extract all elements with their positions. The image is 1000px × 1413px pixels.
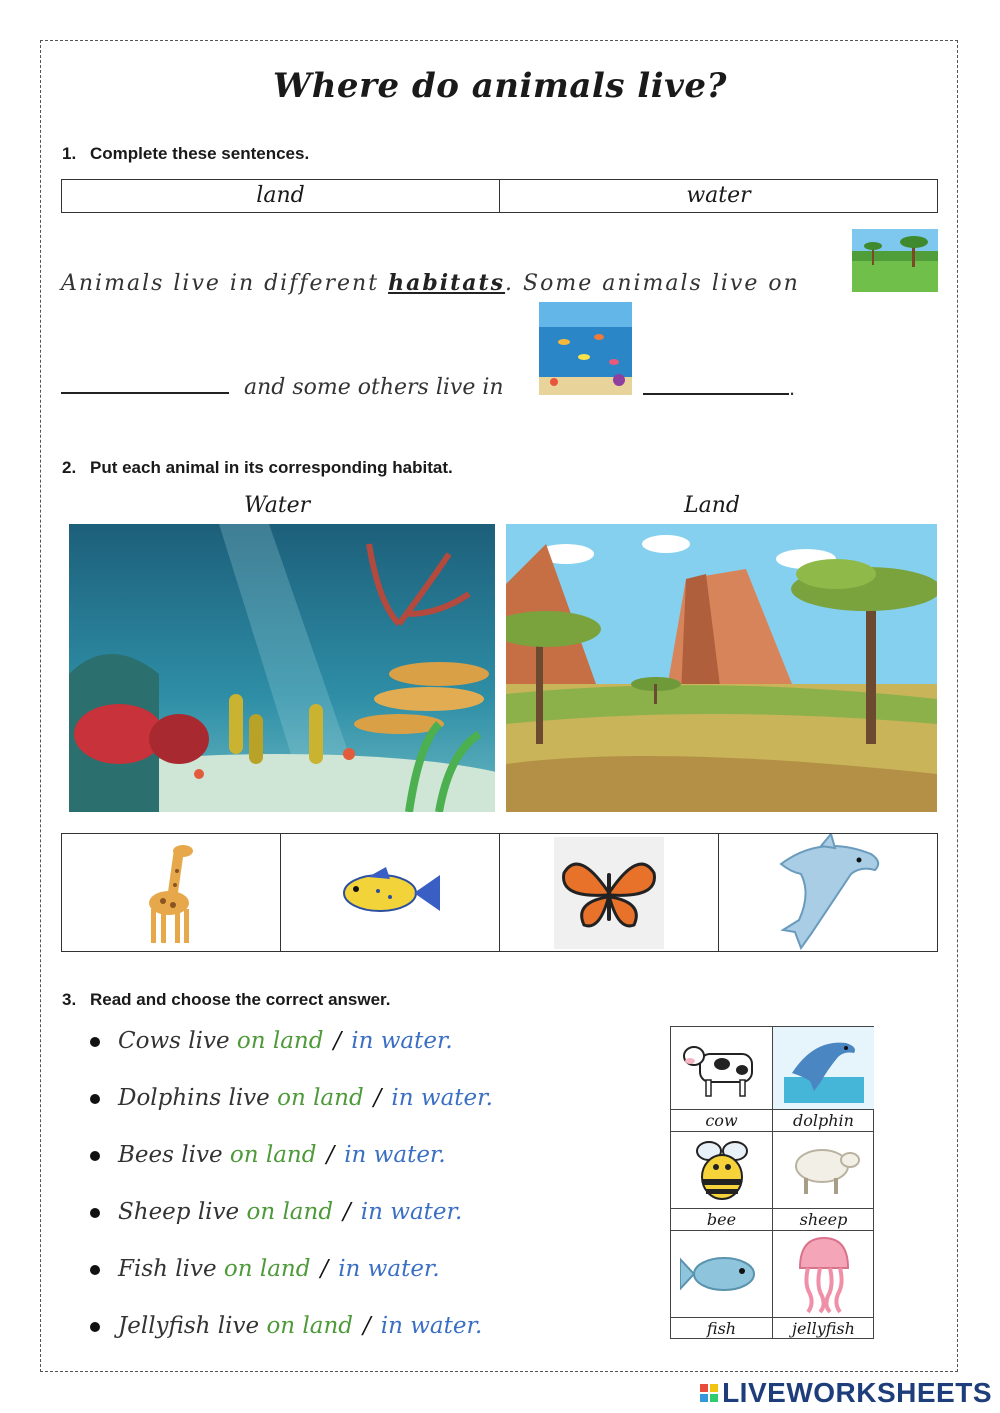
dolphin-icon <box>784 1033 864 1103</box>
period: . <box>789 375 796 400</box>
choice-row-fish <box>90 1256 440 1282</box>
option-in-water[interactable]: in water. <box>351 1028 453 1054</box>
option-on-land[interactable]: on land <box>246 1199 334 1225</box>
cow-picture <box>671 1027 772 1109</box>
bullet <box>90 1151 100 1161</box>
option-on-land[interactable]: on land <box>223 1256 311 1282</box>
dolphin-label: dolphin <box>773 1109 874 1132</box>
butterfly-icon <box>559 853 659 933</box>
jellyfish-label: jellyfish <box>773 1317 874 1340</box>
water-thumbnail <box>539 302 632 395</box>
word-bank-land[interactable]: land <box>256 183 305 208</box>
animal-card-fish[interactable] <box>280 834 499 951</box>
answer-blank-1[interactable] <box>61 392 229 394</box>
sentence-line-1 <box>61 270 841 296</box>
land-label: Land <box>684 493 740 518</box>
option-on-land[interactable]: on land <box>229 1142 317 1168</box>
bullet <box>90 1265 100 1275</box>
fish-icon <box>338 865 442 921</box>
option-separator: / <box>373 1085 382 1111</box>
animal-card-dolphin[interactable] <box>718 834 937 951</box>
question-2-heading <box>62 458 453 478</box>
choice-row-jellyfish <box>90 1313 482 1339</box>
option-separator: / <box>363 1313 371 1339</box>
sentence-text: Animals live in different <box>61 271 380 296</box>
sentence-text: . Some animals live on <box>505 271 800 296</box>
choice-subject: Jellyfish live <box>118 1313 260 1339</box>
choice-subject: Fish live <box>118 1256 217 1282</box>
option-separator: / <box>343 1199 351 1225</box>
choice-subject: Dolphins live <box>118 1085 270 1111</box>
answer-blank-2[interactable] <box>643 393 789 395</box>
question-text: Read and choose the correct answer. <box>90 990 391 1009</box>
option-in-water[interactable]: in water. <box>380 1313 483 1339</box>
choice-row-bees <box>90 1142 446 1168</box>
habitats-word: habitats <box>388 270 506 296</box>
question-number: 3. <box>62 990 77 1009</box>
option-separator: / <box>333 1028 342 1054</box>
cow-icon <box>682 1036 762 1100</box>
fish-picture <box>671 1231 772 1317</box>
option-in-water[interactable]: in water. <box>344 1142 446 1168</box>
logo-icon <box>700 1384 718 1402</box>
sheep-label: sheep <box>773 1208 874 1231</box>
fish-icon <box>680 1249 764 1299</box>
sheep-picture <box>773 1132 874 1208</box>
choice-subject: Bees live <box>118 1142 223 1168</box>
sentence-line-2 <box>61 375 504 400</box>
option-on-land[interactable]: on land <box>277 1085 364 1111</box>
option-on-land[interactable]: on land <box>236 1028 324 1054</box>
option-on-land[interactable]: on land <box>266 1313 354 1339</box>
bullet <box>90 1208 100 1218</box>
choice-row-cows <box>90 1028 453 1054</box>
dolphin-picture <box>773 1027 874 1109</box>
jellyfish-icon <box>794 1234 854 1314</box>
animal-card-giraffe[interactable] <box>62 834 280 951</box>
option-in-water[interactable]: in water. <box>391 1085 493 1111</box>
option-in-water[interactable]: in water. <box>338 1256 440 1282</box>
jellyfish-picture <box>773 1231 874 1317</box>
option-separator: / <box>320 1256 329 1282</box>
liveworksheets-logo <box>700 1377 992 1409</box>
question-3-heading <box>62 990 390 1010</box>
word-bank <box>61 179 938 213</box>
cow-label: cow <box>671 1109 772 1132</box>
bullet <box>90 1037 100 1047</box>
sheep-icon <box>786 1142 862 1198</box>
dolphin-icon <box>771 834 885 952</box>
fish-label: fish <box>671 1317 772 1340</box>
choice-row-dolphins <box>90 1085 493 1111</box>
choice-subject: Sheep live <box>118 1199 240 1225</box>
question-text: Put each animal in its corresponding habitat. <box>90 458 453 477</box>
question-number: 1. <box>62 144 77 163</box>
brand-name: LIVEWORKSHEETS <box>722 1377 992 1408</box>
option-in-water[interactable]: in water. <box>360 1199 463 1225</box>
word-bank-water[interactable]: water <box>499 180 937 212</box>
option-separator: / <box>326 1142 335 1168</box>
animal-cards <box>61 833 938 952</box>
bee-label: bee <box>671 1208 772 1231</box>
land-thumbnail <box>852 229 938 292</box>
question-number: 2. <box>62 458 77 477</box>
sentence-text: and some others live in <box>244 375 504 400</box>
picture-reference-grid <box>670 1026 874 1339</box>
water-label: Water <box>244 493 311 518</box>
choice-subject: Cows live <box>118 1028 230 1054</box>
water-habitat-dropzone[interactable] <box>69 524 495 812</box>
animal-card-butterfly[interactable] <box>499 834 718 951</box>
sentence-line-2-end <box>643 375 795 401</box>
bullet <box>90 1094 100 1104</box>
question-1-heading <box>62 144 309 164</box>
bee-picture <box>671 1132 772 1208</box>
question-text: Complete these sentences. <box>90 144 310 163</box>
land-habitat-dropzone[interactable] <box>506 524 937 812</box>
bee-icon <box>687 1135 757 1205</box>
page-title: Where do animals live? <box>273 66 727 106</box>
bullet <box>90 1322 100 1332</box>
choice-row-sheep <box>90 1199 462 1225</box>
giraffe-icon <box>141 841 201 945</box>
